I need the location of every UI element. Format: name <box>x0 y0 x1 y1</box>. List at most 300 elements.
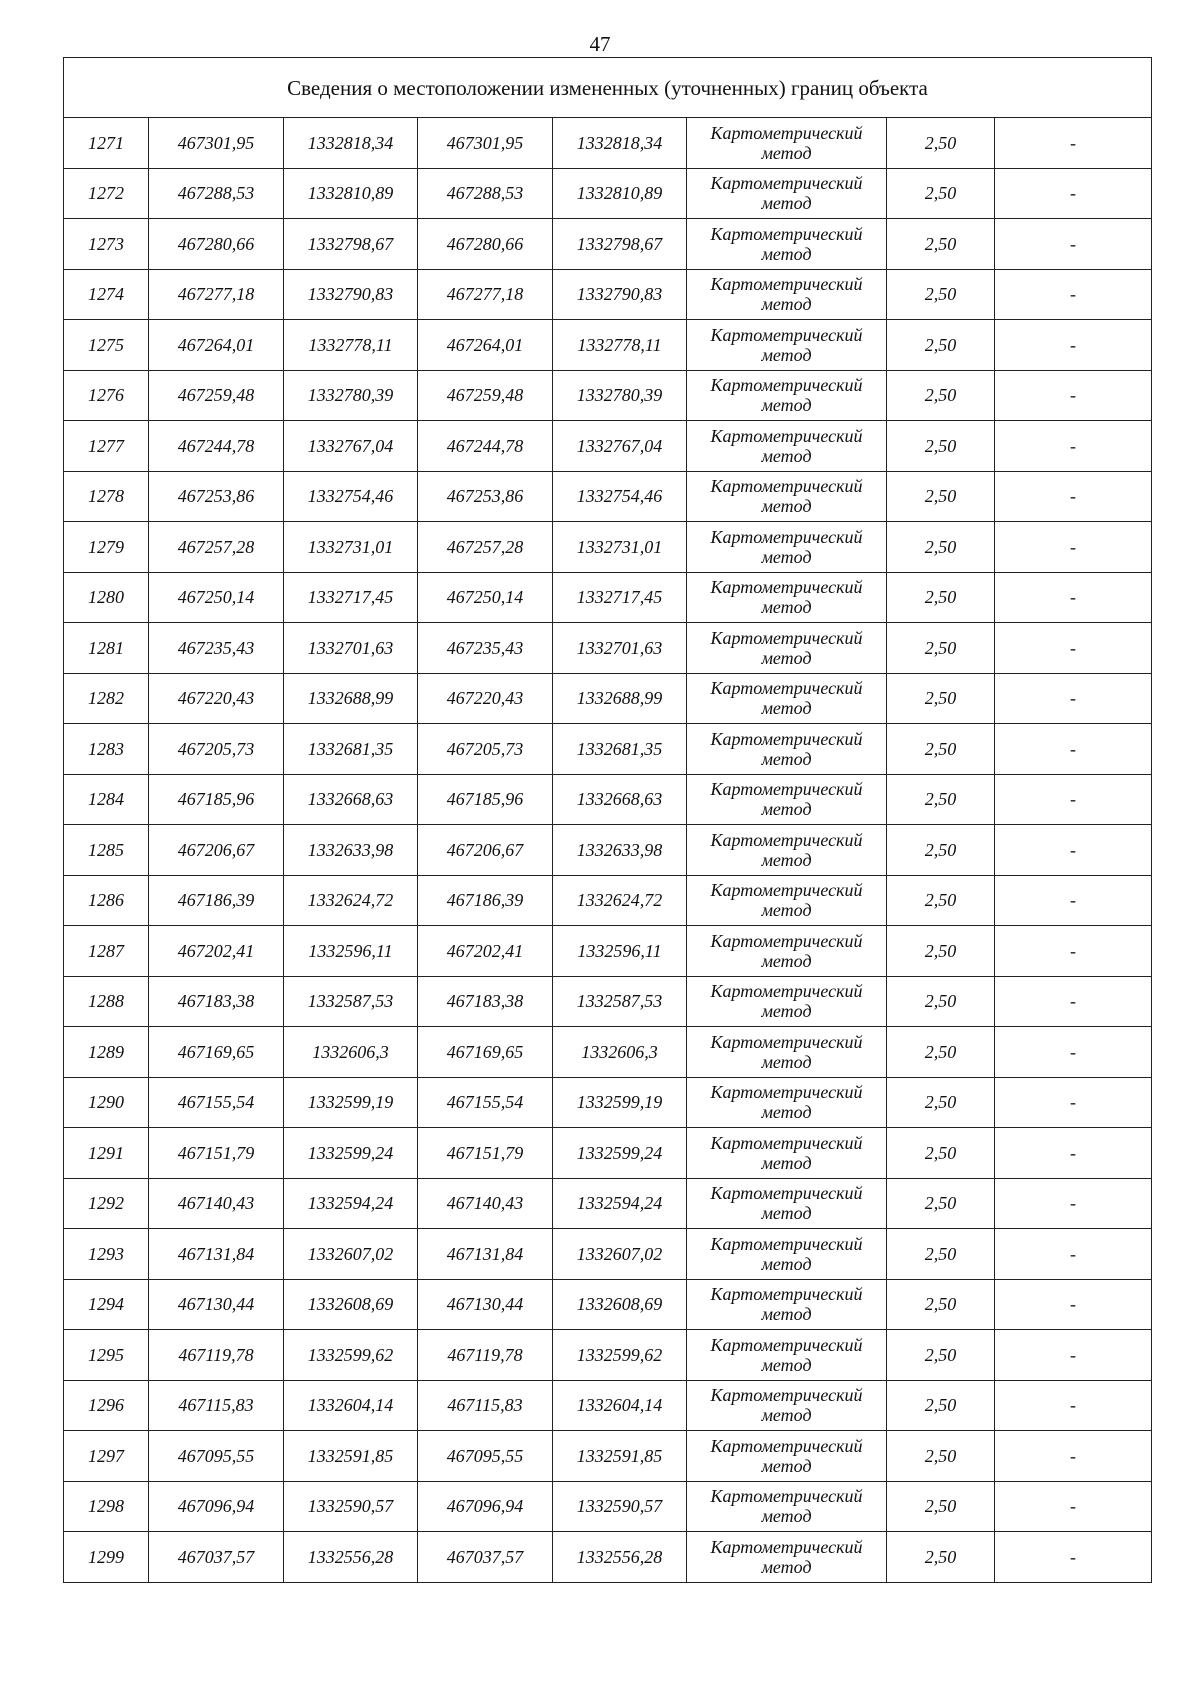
point-number-cell: 1290 <box>64 1077 149 1128</box>
x-refined-cell: 467250,14 <box>418 572 553 623</box>
point-number-cell: 1282 <box>64 673 149 724</box>
note-cell: - <box>995 219 1152 270</box>
table-row <box>64 1481 1152 1532</box>
method-line-2: метод <box>761 1001 812 1022</box>
x-refined-cell: 467257,28 <box>418 522 553 573</box>
accuracy-cell: 2,50 <box>887 976 995 1027</box>
method-line-2: метод <box>761 1152 812 1173</box>
accuracy-cell: 2,50 <box>887 1380 995 1431</box>
method-cell <box>687 1077 887 1128</box>
point-number-cell: 1276 <box>64 370 149 421</box>
method-line-2: метод <box>761 1253 812 1274</box>
x-refined-cell: 467186,39 <box>418 875 553 926</box>
method-cell <box>687 1330 887 1381</box>
note-cell: - <box>995 1178 1152 1229</box>
note-cell: - <box>995 1128 1152 1179</box>
accuracy-cell: 2,50 <box>887 421 995 472</box>
x-refined-cell: 467259,48 <box>418 370 553 421</box>
note-cell: - <box>995 724 1152 775</box>
method-line-1: Картометрический <box>710 223 863 244</box>
method-line-1: Картометрический <box>710 122 863 143</box>
point-number-cell: 1289 <box>64 1027 149 1078</box>
point-number-cell: 1292 <box>64 1178 149 1229</box>
point-number-cell: 1271 <box>64 118 149 169</box>
x-existing-cell: 467140,43 <box>149 1178 284 1229</box>
x-existing-cell: 467277,18 <box>149 269 284 320</box>
x-existing-cell: 467244,78 <box>149 421 284 472</box>
x-existing-cell: 467183,38 <box>149 976 284 1027</box>
method-line-2: метод <box>761 698 812 719</box>
x-refined-cell: 467185,96 <box>418 774 553 825</box>
x-existing-cell: 467185,96 <box>149 774 284 825</box>
method-line-1: Картометрический <box>710 274 863 295</box>
table-row <box>64 774 1152 825</box>
point-number-cell: 1281 <box>64 623 149 674</box>
y-refined-cell: 1332818,34 <box>553 118 687 169</box>
method-line-1: Картометрический <box>710 1486 863 1507</box>
method-line-1: Картометрический <box>710 1334 863 1355</box>
method-cell <box>687 320 887 371</box>
point-number-cell: 1291 <box>64 1128 149 1179</box>
method-cell <box>687 1481 887 1532</box>
accuracy-cell: 2,50 <box>887 1128 995 1179</box>
table-row <box>64 471 1152 522</box>
note-cell: - <box>995 1077 1152 1128</box>
note-cell: - <box>995 1279 1152 1330</box>
method-line-2: метод <box>761 496 812 517</box>
method-cell <box>687 1027 887 1078</box>
table-row <box>64 623 1152 674</box>
method-cell <box>687 926 887 977</box>
table-row <box>64 1178 1152 1229</box>
table-row <box>64 572 1152 623</box>
boundary-table-container <box>63 57 1151 1583</box>
point-number-cell: 1272 <box>64 168 149 219</box>
method-line-1: Картометрический <box>710 1435 863 1456</box>
y-refined-cell: 1332790,83 <box>553 269 687 320</box>
method-line-1: Картометрический <box>710 1536 863 1557</box>
table-row <box>64 1532 1152 1583</box>
x-existing-cell: 467206,67 <box>149 825 284 876</box>
method-line-2: метод <box>761 1304 812 1325</box>
accuracy-cell: 2,50 <box>887 1178 995 1229</box>
x-refined-cell: 467169,65 <box>418 1027 553 1078</box>
method-line-1: Картометрический <box>710 728 863 749</box>
method-cell <box>687 370 887 421</box>
method-line-1: Картометрический <box>710 1132 863 1153</box>
x-refined-cell: 467202,41 <box>418 926 553 977</box>
y-refined-cell: 1332767,04 <box>553 421 687 472</box>
method-line-2: метод <box>761 1051 812 1072</box>
table-row <box>64 219 1152 270</box>
accuracy-cell: 2,50 <box>887 724 995 775</box>
method-cell <box>687 623 887 674</box>
method-line-1: Картометрический <box>710 779 863 800</box>
y-existing-cell: 1332778,11 <box>284 320 418 371</box>
point-number-cell: 1284 <box>64 774 149 825</box>
method-line-1: Картометрический <box>710 425 863 446</box>
y-existing-cell: 1332731,01 <box>284 522 418 573</box>
note-cell: - <box>995 522 1152 573</box>
method-line-2: метод <box>761 849 812 870</box>
point-number-cell: 1280 <box>64 572 149 623</box>
note-cell: - <box>995 269 1152 320</box>
method-line-2: метод <box>761 1556 812 1577</box>
x-refined-cell: 467131,84 <box>418 1229 553 1280</box>
table-row <box>64 1027 1152 1078</box>
method-line-1: Картометрический <box>710 476 863 497</box>
y-refined-cell: 1332754,46 <box>553 471 687 522</box>
method-line-1: Картометрический <box>710 526 863 547</box>
x-refined-cell: 467130,44 <box>418 1279 553 1330</box>
note-cell: - <box>995 320 1152 371</box>
method-line-1: Картометрический <box>710 577 863 598</box>
y-existing-cell: 1332688,99 <box>284 673 418 724</box>
note-cell: - <box>995 421 1152 472</box>
table-row <box>64 269 1152 320</box>
y-existing-cell: 1332767,04 <box>284 421 418 472</box>
method-cell <box>687 1532 887 1583</box>
x-existing-cell: 467235,43 <box>149 623 284 674</box>
accuracy-cell: 2,50 <box>887 673 995 724</box>
x-existing-cell: 467220,43 <box>149 673 284 724</box>
accuracy-cell: 2,50 <box>887 522 995 573</box>
accuracy-cell: 2,50 <box>887 118 995 169</box>
y-existing-cell: 1332594,24 <box>284 1178 418 1229</box>
x-refined-cell: 467264,01 <box>418 320 553 371</box>
accuracy-cell: 2,50 <box>887 219 995 270</box>
table-row <box>64 1330 1152 1381</box>
page-number: 47 <box>589 32 611 56</box>
x-existing-cell: 467301,95 <box>149 118 284 169</box>
note-cell: - <box>995 1431 1152 1482</box>
method-line-2: метод <box>761 546 812 567</box>
accuracy-cell: 2,50 <box>887 168 995 219</box>
y-existing-cell: 1332790,83 <box>284 269 418 320</box>
x-existing-cell: 467257,28 <box>149 522 284 573</box>
method-line-2: метод <box>761 748 812 769</box>
method-line-2: метод <box>761 1203 812 1224</box>
x-existing-cell: 467095,55 <box>149 1431 284 1482</box>
x-existing-cell: 467131,84 <box>149 1229 284 1280</box>
method-line-1: Картометрический <box>710 981 863 1002</box>
method-line-1: Картометрический <box>710 678 863 699</box>
x-existing-cell: 467205,73 <box>149 724 284 775</box>
method-cell <box>687 1229 887 1280</box>
table-row <box>64 168 1152 219</box>
table-row <box>64 370 1152 421</box>
table-row <box>64 421 1152 472</box>
boundary-coordinates-table <box>63 57 1152 1583</box>
method-cell <box>687 825 887 876</box>
note-cell: - <box>995 1229 1152 1280</box>
point-number-cell: 1275 <box>64 320 149 371</box>
method-cell <box>687 875 887 926</box>
table-row <box>64 1128 1152 1179</box>
x-existing-cell: 467096,94 <box>149 1481 284 1532</box>
method-cell <box>687 269 887 320</box>
accuracy-cell: 2,50 <box>887 1229 995 1280</box>
x-existing-cell: 467130,44 <box>149 1279 284 1330</box>
x-existing-cell: 467115,83 <box>149 1380 284 1431</box>
method-line-2: метод <box>761 1506 812 1527</box>
method-line-1: Картометрический <box>710 1385 863 1406</box>
method-cell <box>687 673 887 724</box>
y-refined-cell: 1332599,19 <box>553 1077 687 1128</box>
method-line-2: метод <box>761 1354 812 1375</box>
point-number-cell: 1296 <box>64 1380 149 1431</box>
method-cell <box>687 774 887 825</box>
x-refined-cell: 467288,53 <box>418 168 553 219</box>
x-refined-cell: 467183,38 <box>418 976 553 1027</box>
table-body <box>64 118 1152 1583</box>
method-cell <box>687 976 887 1027</box>
point-number-cell: 1273 <box>64 219 149 270</box>
accuracy-cell: 2,50 <box>887 1330 995 1381</box>
y-refined-cell: 1332688,99 <box>553 673 687 724</box>
table-row <box>64 673 1152 724</box>
note-cell: - <box>995 673 1152 724</box>
method-cell <box>687 118 887 169</box>
y-existing-cell: 1332591,85 <box>284 1431 418 1482</box>
x-refined-cell: 467151,79 <box>418 1128 553 1179</box>
y-refined-cell: 1332780,39 <box>553 370 687 421</box>
point-number-cell: 1297 <box>64 1431 149 1482</box>
method-line-2: метод <box>761 445 812 466</box>
method-line-1: Картометрический <box>710 173 863 194</box>
accuracy-cell: 2,50 <box>887 875 995 926</box>
y-existing-cell: 1332596,11 <box>284 926 418 977</box>
point-number-cell: 1298 <box>64 1481 149 1532</box>
point-number-cell: 1285 <box>64 825 149 876</box>
method-line-2: метод <box>761 1102 812 1123</box>
accuracy-cell: 2,50 <box>887 320 995 371</box>
y-existing-cell: 1332810,89 <box>284 168 418 219</box>
accuracy-cell: 2,50 <box>887 471 995 522</box>
x-existing-cell: 467155,54 <box>149 1077 284 1128</box>
table-row <box>64 926 1152 977</box>
x-refined-cell: 467140,43 <box>418 1178 553 1229</box>
y-existing-cell: 1332599,24 <box>284 1128 418 1179</box>
method-line-2: метод <box>761 344 812 365</box>
note-cell: - <box>995 168 1152 219</box>
x-existing-cell: 467264,01 <box>149 320 284 371</box>
table-row <box>64 976 1152 1027</box>
y-existing-cell: 1332668,63 <box>284 774 418 825</box>
table-row <box>64 118 1152 169</box>
x-refined-cell: 467095,55 <box>418 1431 553 1482</box>
x-existing-cell: 467253,86 <box>149 471 284 522</box>
method-line-1: Картометрический <box>710 829 863 850</box>
method-line-1: Картометрический <box>710 627 863 648</box>
accuracy-cell: 2,50 <box>887 623 995 674</box>
y-refined-cell: 1332604,14 <box>553 1380 687 1431</box>
table-row <box>64 724 1152 775</box>
table-row <box>64 875 1152 926</box>
accuracy-cell: 2,50 <box>887 1279 995 1330</box>
method-line-2: метод <box>761 243 812 264</box>
y-refined-cell: 1332590,57 <box>553 1481 687 1532</box>
y-refined-cell: 1332608,69 <box>553 1279 687 1330</box>
x-refined-cell: 467235,43 <box>418 623 553 674</box>
method-line-1: Картометрический <box>710 1031 863 1052</box>
x-refined-cell: 467244,78 <box>418 421 553 472</box>
method-line-2: метод <box>761 395 812 416</box>
y-existing-cell: 1332607,02 <box>284 1229 418 1280</box>
y-refined-cell: 1332599,62 <box>553 1330 687 1381</box>
note-cell: - <box>995 370 1152 421</box>
method-cell <box>687 421 887 472</box>
method-line-2: метод <box>761 647 812 668</box>
table-title: Сведения о местоположении измененных (уточненных) границ объекта <box>64 58 1152 118</box>
point-number-cell: 1288 <box>64 976 149 1027</box>
x-refined-cell: 467206,67 <box>418 825 553 876</box>
note-cell: - <box>995 1481 1152 1532</box>
x-refined-cell: 467253,86 <box>418 471 553 522</box>
method-cell <box>687 1279 887 1330</box>
accuracy-cell: 2,50 <box>887 1027 995 1078</box>
y-refined-cell: 1332599,24 <box>553 1128 687 1179</box>
note-cell: - <box>995 1380 1152 1431</box>
method-line-2: метод <box>761 1405 812 1426</box>
note-cell: - <box>995 1027 1152 1078</box>
x-existing-cell: 467202,41 <box>149 926 284 977</box>
x-existing-cell: 467169,65 <box>149 1027 284 1078</box>
point-number-cell: 1294 <box>64 1279 149 1330</box>
method-line-1: Картометрический <box>710 880 863 901</box>
table-row <box>64 522 1152 573</box>
y-existing-cell: 1332599,62 <box>284 1330 418 1381</box>
x-existing-cell: 467186,39 <box>149 875 284 926</box>
method-line-2: метод <box>761 900 812 921</box>
table-row <box>64 1431 1152 1482</box>
x-refined-cell: 467280,66 <box>418 219 553 270</box>
x-existing-cell: 467037,57 <box>149 1532 284 1583</box>
point-number-cell: 1299 <box>64 1532 149 1583</box>
y-existing-cell: 1332681,35 <box>284 724 418 775</box>
x-existing-cell: 467250,14 <box>149 572 284 623</box>
point-number-cell: 1295 <box>64 1330 149 1381</box>
y-refined-cell: 1332591,85 <box>553 1431 687 1482</box>
method-line-1: Картометрический <box>710 324 863 345</box>
method-cell <box>687 1178 887 1229</box>
y-refined-cell: 1332810,89 <box>553 168 687 219</box>
y-refined-cell: 1332798,67 <box>553 219 687 270</box>
method-line-1: Картометрический <box>710 1284 863 1305</box>
y-refined-cell: 1332556,28 <box>553 1532 687 1583</box>
x-existing-cell: 467288,53 <box>149 168 284 219</box>
method-cell <box>687 471 887 522</box>
y-refined-cell: 1332607,02 <box>553 1229 687 1280</box>
table-row <box>64 1380 1152 1431</box>
x-refined-cell: 467115,83 <box>418 1380 553 1431</box>
table-row <box>64 320 1152 371</box>
y-refined-cell: 1332731,01 <box>553 522 687 573</box>
y-refined-cell: 1332701,63 <box>553 623 687 674</box>
table-header-row <box>64 58 1152 118</box>
y-existing-cell: 1332633,98 <box>284 825 418 876</box>
method-cell <box>687 1380 887 1431</box>
y-existing-cell: 1332556,28 <box>284 1532 418 1583</box>
y-existing-cell: 1332608,69 <box>284 1279 418 1330</box>
y-refined-cell: 1332606,3 <box>553 1027 687 1078</box>
y-existing-cell: 1332780,39 <box>284 370 418 421</box>
y-refined-cell: 1332587,53 <box>553 976 687 1027</box>
method-line-2: метод <box>761 1455 812 1476</box>
note-cell: - <box>995 774 1152 825</box>
method-cell <box>687 1431 887 1482</box>
y-refined-cell: 1332717,45 <box>553 572 687 623</box>
table-row <box>64 1229 1152 1280</box>
point-number-cell: 1293 <box>64 1229 149 1280</box>
note-cell: - <box>995 875 1152 926</box>
y-refined-cell: 1332624,72 <box>553 875 687 926</box>
note-cell: - <box>995 825 1152 876</box>
accuracy-cell: 2,50 <box>887 269 995 320</box>
point-number-cell: 1278 <box>64 471 149 522</box>
y-refined-cell: 1332633,98 <box>553 825 687 876</box>
y-existing-cell: 1332701,63 <box>284 623 418 674</box>
x-refined-cell: 467205,73 <box>418 724 553 775</box>
table-row <box>64 825 1152 876</box>
method-line-1: Картометрический <box>710 1233 863 1254</box>
x-refined-cell: 467119,78 <box>418 1330 553 1381</box>
accuracy-cell: 2,50 <box>887 774 995 825</box>
x-existing-cell: 467259,48 <box>149 370 284 421</box>
point-number-cell: 1283 <box>64 724 149 775</box>
y-existing-cell: 1332798,67 <box>284 219 418 270</box>
x-refined-cell: 467277,18 <box>418 269 553 320</box>
x-refined-cell: 467301,95 <box>418 118 553 169</box>
note-cell: - <box>995 926 1152 977</box>
y-refined-cell: 1332681,35 <box>553 724 687 775</box>
y-existing-cell: 1332604,14 <box>284 1380 418 1431</box>
method-cell <box>687 168 887 219</box>
note-cell: - <box>995 976 1152 1027</box>
accuracy-cell: 2,50 <box>887 1077 995 1128</box>
method-line-2: метод <box>761 193 812 214</box>
point-number-cell: 1287 <box>64 926 149 977</box>
y-refined-cell: 1332594,24 <box>553 1178 687 1229</box>
method-line-2: метод <box>761 142 812 163</box>
accuracy-cell: 2,50 <box>887 1431 995 1482</box>
x-refined-cell: 467220,43 <box>418 673 553 724</box>
method-cell <box>687 724 887 775</box>
point-number-cell: 1274 <box>64 269 149 320</box>
x-existing-cell: 467151,79 <box>149 1128 284 1179</box>
method-cell <box>687 522 887 573</box>
point-number-cell: 1279 <box>64 522 149 573</box>
table-row <box>64 1077 1152 1128</box>
method-line-1: Картометрический <box>710 930 863 951</box>
y-existing-cell: 1332606,3 <box>284 1027 418 1078</box>
note-cell: - <box>995 623 1152 674</box>
method-cell <box>687 1128 887 1179</box>
method-line-2: метод <box>761 597 812 618</box>
note-cell: - <box>995 471 1152 522</box>
y-existing-cell: 1332717,45 <box>284 572 418 623</box>
y-existing-cell: 1332624,72 <box>284 875 418 926</box>
point-number-cell: 1277 <box>64 421 149 472</box>
method-line-1: Картометрический <box>710 1082 863 1103</box>
x-existing-cell: 467119,78 <box>149 1330 284 1381</box>
y-refined-cell: 1332778,11 <box>553 320 687 371</box>
method-line-2: метод <box>761 799 812 820</box>
y-refined-cell: 1332668,63 <box>553 774 687 825</box>
table-row <box>64 1279 1152 1330</box>
y-refined-cell: 1332596,11 <box>553 926 687 977</box>
accuracy-cell: 2,50 <box>887 926 995 977</box>
